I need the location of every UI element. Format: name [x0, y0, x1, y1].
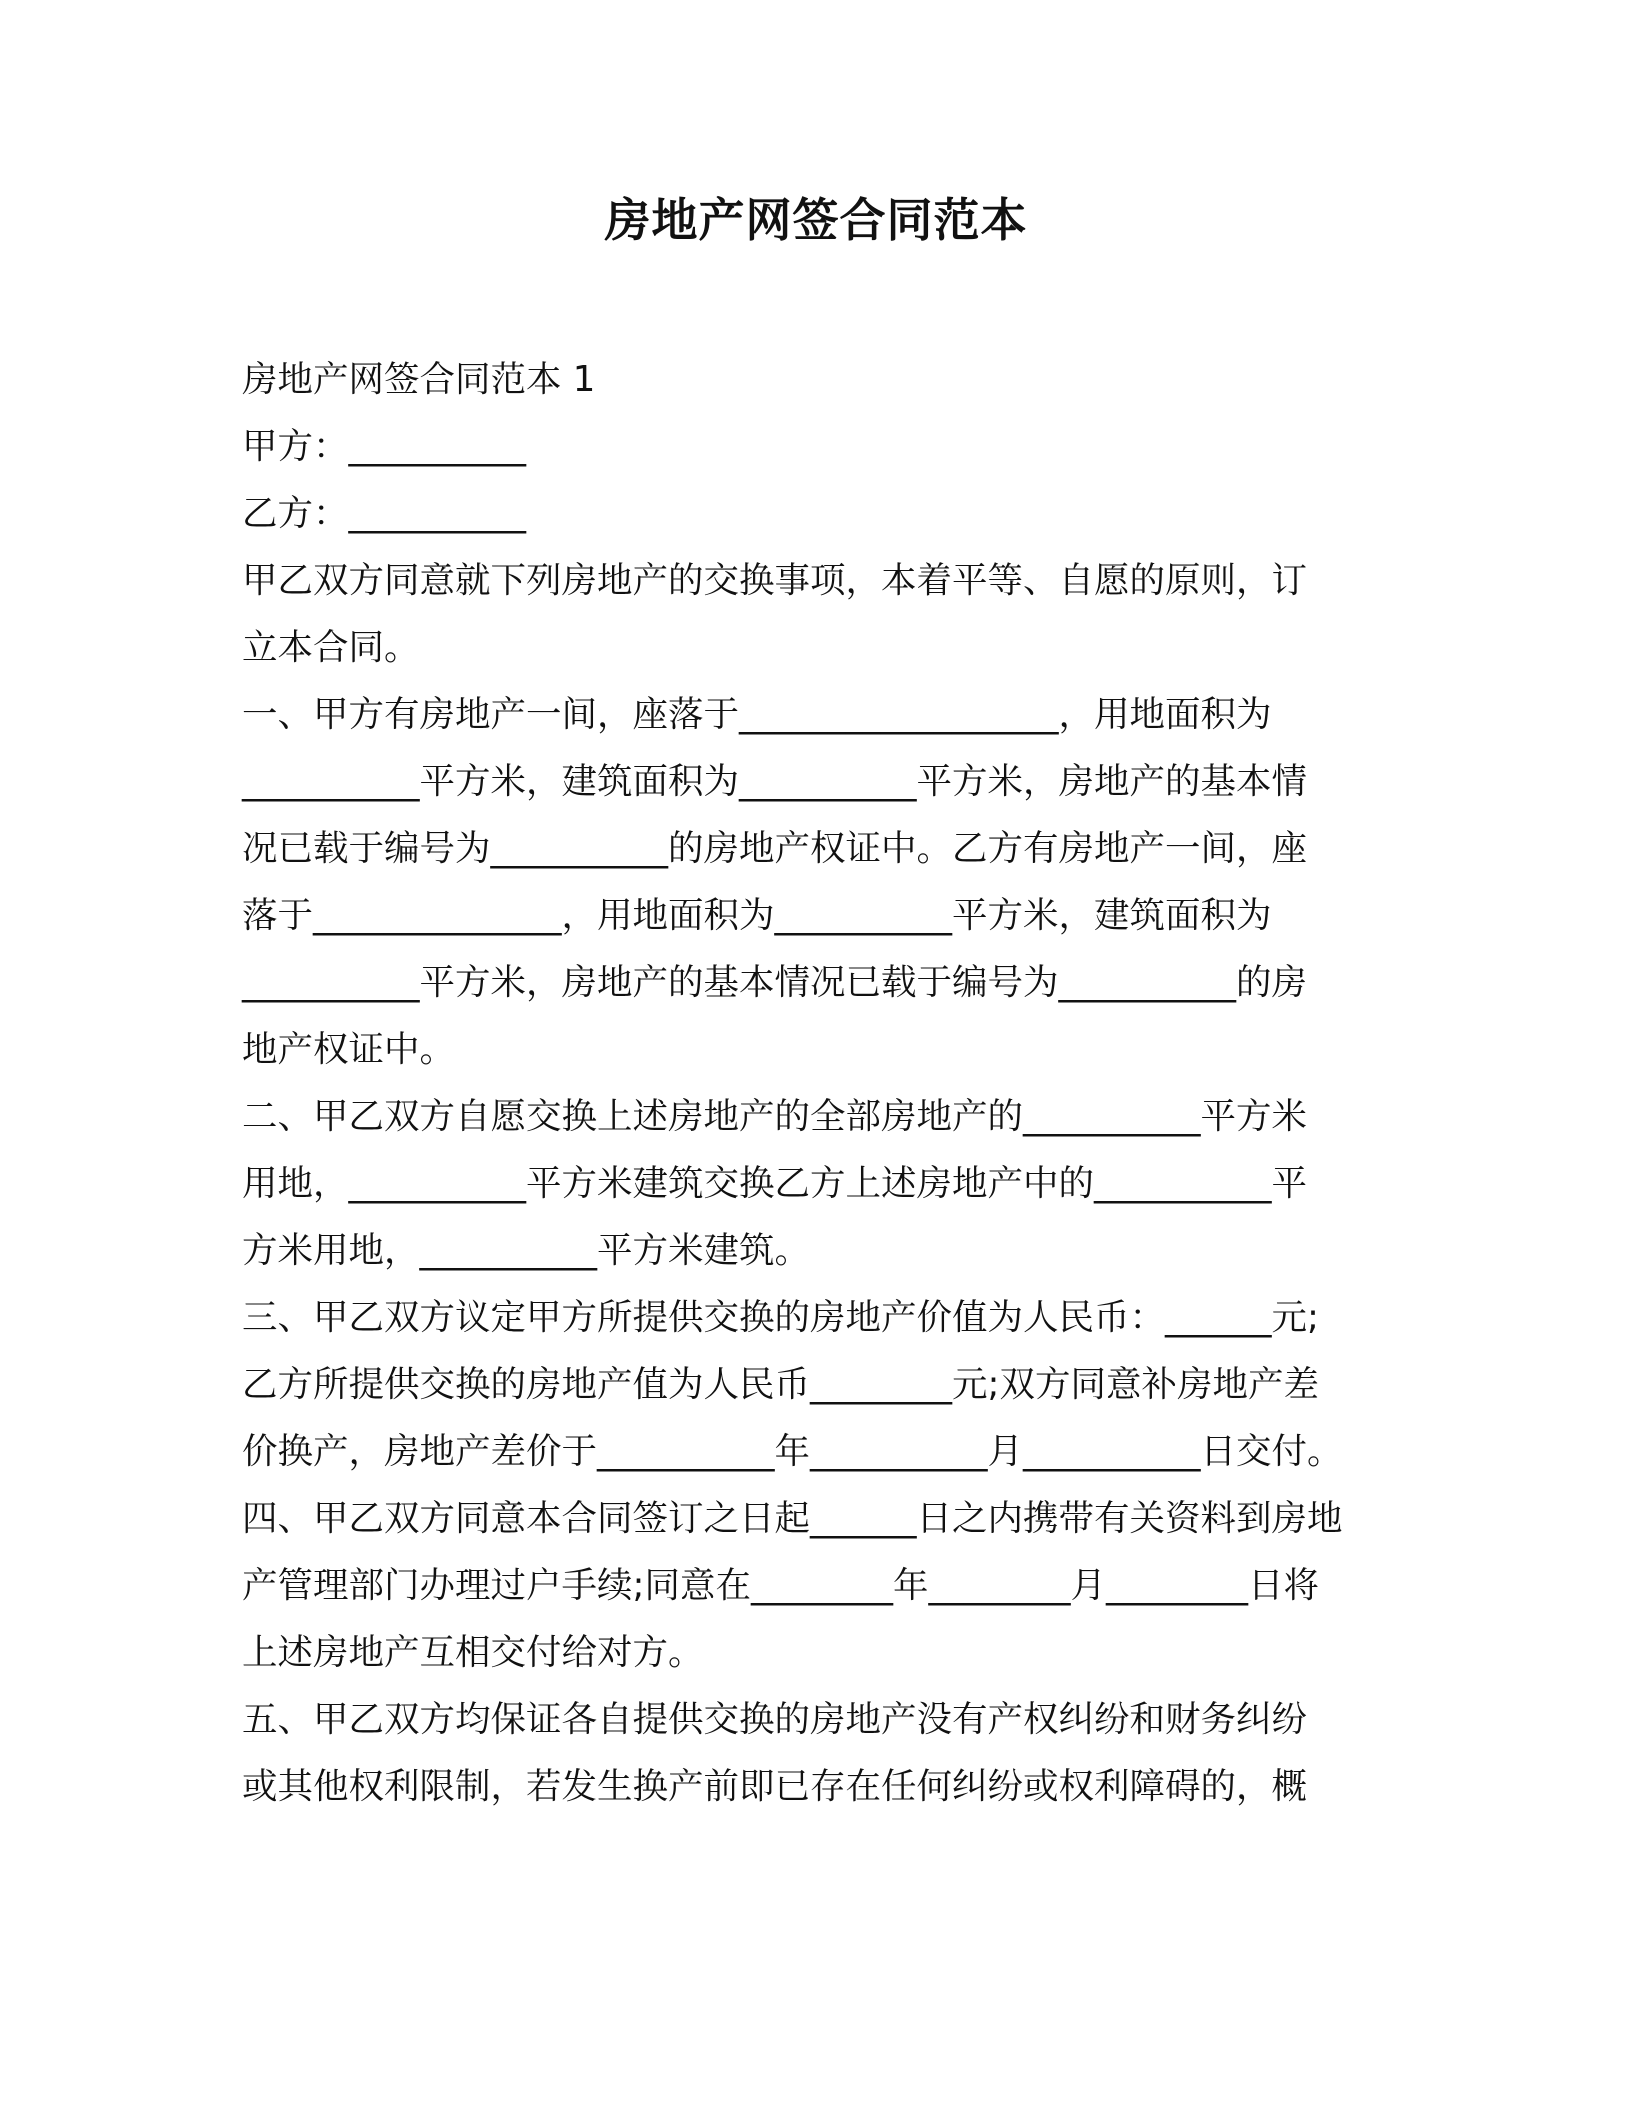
clause-4-line-3: 上述房地产互相交付给对方。 — [242, 1632, 704, 1673]
clause-3-line-1: 三、甲乙双方议定甲方所提供交换的房地产价值为人民币：______元; — [242, 1297, 1319, 1338]
clause-3-line-2: 乙方所提供交换的房地产值为人民币________元;双方同意补房地产差 — [242, 1364, 1319, 1405]
clause-2-line-2: 用地，__________平方米建筑交换乙方上述房地产中的__________平 — [242, 1163, 1308, 1204]
preamble-line-1: 甲乙双方同意就下列房地产的交换事项，本着平等、自愿的原则，订 — [242, 560, 1308, 601]
clause-3-line-3: 价换产，房地产差价于__________年__________月__________日交付。 — [242, 1431, 1343, 1472]
party-b-line: 乙方：__________ — [242, 493, 527, 534]
clause-2-line-1: 二、甲乙双方自愿交换上述房地产的全部房地产的__________平方米 — [242, 1096, 1308, 1137]
clause-1-line-1: 一、甲方有房地产一间，座落于__________________，用地面积为 — [242, 694, 1272, 735]
party-a-line: 甲方：__________ — [242, 426, 527, 467]
document-body — [242, 346, 1422, 1820]
clause-5-line-2: 或其他权利限制，若发生换产前即已存在任何纠纷或权利障碍的，概 — [242, 1766, 1308, 1807]
clause-4-line-1: 四、甲乙双方同意本合同签订之日起______日之内携带有关资料到房地 — [242, 1498, 1343, 1539]
clause-1-line-6: 地产权证中。 — [242, 1029, 456, 1070]
preamble-line-2: 立本合同。 — [242, 627, 420, 668]
clause-4-line-2: 产管理部门办理过户手续;同意在________年________月________日将 — [242, 1565, 1319, 1606]
subtitle-line: 房地产网签合同范本 1 — [242, 359, 596, 400]
clause-2-line-3: 方米用地，__________平方米建筑。 — [242, 1230, 811, 1271]
clause-1-line-4: 落于______________，用地面积为__________平方米，建筑面积为 — [242, 895, 1272, 936]
clause-1-line-5: __________平方米，房地产的基本情况已载于编号为__________的房 — [242, 962, 1308, 1003]
document-title: 房地产网签合同范本 — [604, 193, 1028, 247]
clause-1-line-2: __________平方米，建筑面积为__________平方米，房地产的基本情 — [242, 761, 1308, 802]
clause-5-line-1: 五、甲乙双方均保证各自提供交换的房地产没有产权纠纷和财务纠纷 — [242, 1699, 1308, 1740]
clause-1-line-3: 况已载于编号为__________的房地产权证中。乙方有房地产一间，座 — [242, 828, 1308, 869]
